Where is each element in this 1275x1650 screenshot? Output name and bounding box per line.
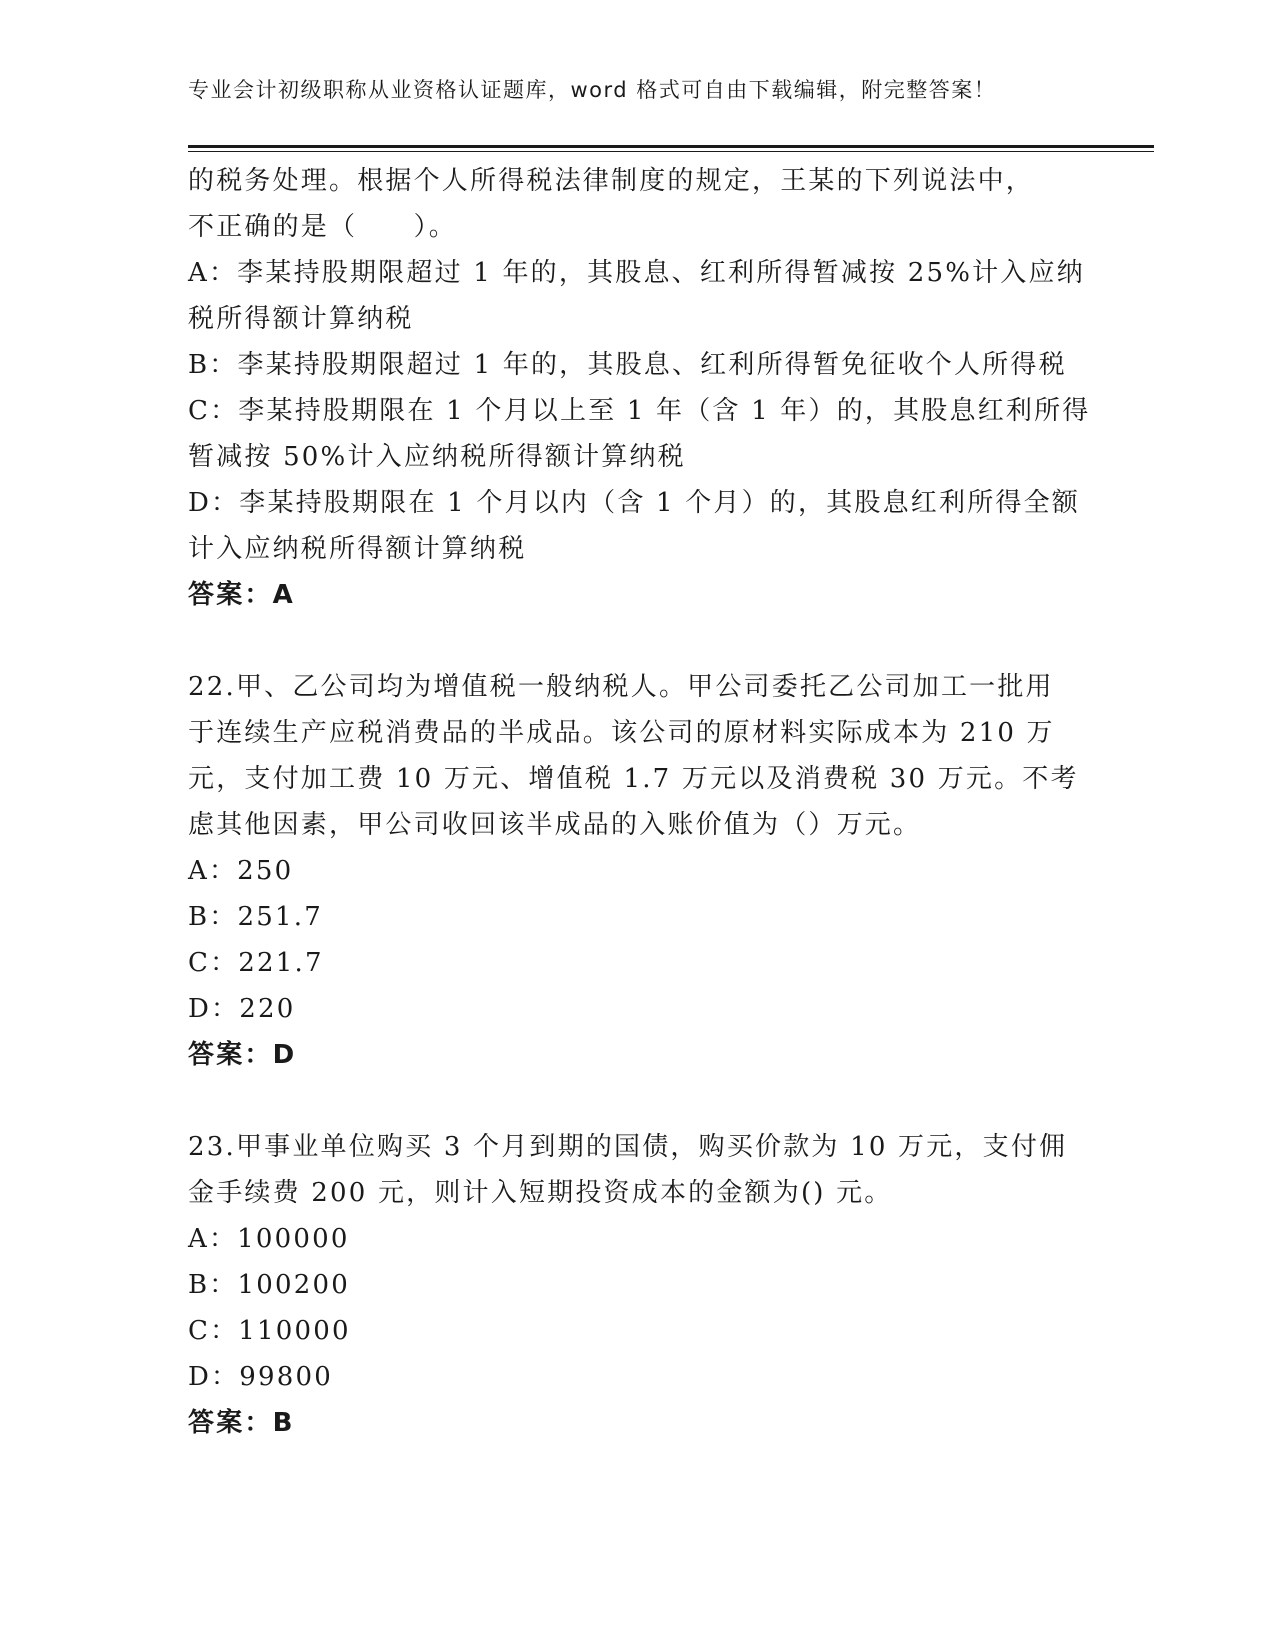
question-stem-line: 22.甲、乙公司均为增值税一般纳税人。甲公司委托乙公司加工一批用 [188, 672, 1054, 702]
question-stem-line: 不正确的是（ ）。 [188, 212, 458, 242]
option-c-line: C：李某持股期限在 1 个月以上至 1 年（含 1 年）的，其股息红利所得 [188, 396, 1091, 426]
option-b-line: B：100200 [188, 1270, 350, 1300]
header-rule-thick [188, 145, 1154, 148]
spacer [188, 1078, 1088, 1124]
option-b-line: B：李某持股期限超过 1 年的，其股息、红利所得暂免征收个人所得税 [188, 350, 1067, 380]
question-stem-line: 金手续费 200 元，则计入短期投资成本的金额为() 元。 [188, 1178, 893, 1208]
option-d-line: D：李某持股期限在 1 个月以内（含 1 个月）的，其股息红利所得全额 [188, 488, 1080, 518]
page-header: 专业会计初级职称从业资格认证题库，word 格式可自由下载编辑，附完整答案！ [188, 78, 997, 102]
question-22 [188, 664, 1088, 1078]
option-d-line: 计入应纳税所得额计算纳税 [188, 534, 527, 564]
option-d-line: D：220 [188, 994, 296, 1024]
question-stem-line: 于连续生产应税消费品的半成品。该公司的原材料实际成本为 210 万 [188, 718, 1055, 748]
option-a-line: A：250 [188, 856, 294, 886]
answer-label: 答案：D [188, 1040, 297, 1070]
question-stem-line: 元，支付加工费 10 万元、增值税 1.7 万元以及消费税 30 万元。不考 [188, 764, 1079, 794]
spacer [188, 618, 1088, 664]
question-stem-line: 23.甲事业单位购买 3 个月到期的国债，购买价款为 10 万元，支付佣 [188, 1132, 1068, 1162]
header-rule-thin [188, 151, 1154, 152]
option-b-line: B：251.7 [188, 902, 323, 932]
option-a-line: A：李某持股期限超过 1 年的，其股息、红利所得暂减按 25%计入应纳 [188, 258, 1085, 288]
question-stem-line: 的税务处理。根据个人所得税法律制度的规定，王某的下列说法中， [188, 166, 1035, 196]
option-a-line: A：100000 [188, 1224, 350, 1254]
question-21 [188, 158, 1091, 618]
option-c-line: C：221.7 [188, 948, 324, 978]
question-stem-line: 虑其他因素，甲公司收回该半成品的入账价值为（）万元。 [188, 810, 922, 840]
answer-label: 答案：A [188, 580, 295, 610]
answer-label: 答案：B [188, 1408, 295, 1438]
option-c-line: C：110000 [188, 1316, 351, 1346]
option-d-line: D：99800 [188, 1362, 333, 1392]
question-23 [188, 1124, 1088, 1446]
document-body [188, 158, 1091, 1446]
option-c-line: 暂减按 50%计入应纳税所得额计算纳税 [188, 442, 686, 472]
option-a-line: 税所得额计算纳税 [188, 304, 414, 334]
